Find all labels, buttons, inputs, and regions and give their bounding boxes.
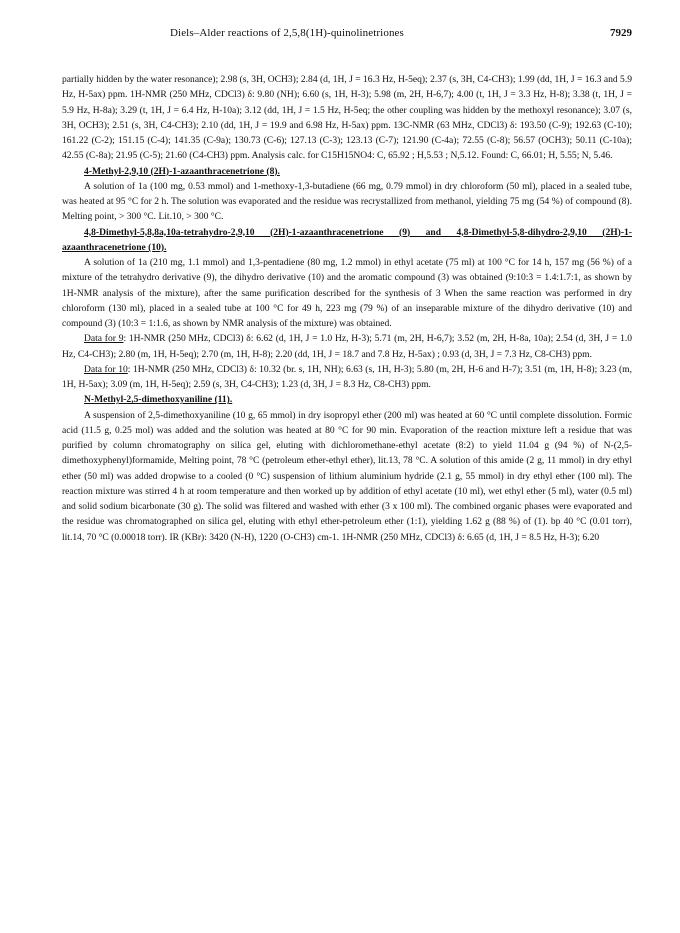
page-number: 7929 (610, 27, 632, 39)
data-text: : 1H-NMR (250 MHz, CDCl3) δ: 10.32 (br. s, 1H, NH); 6.63 (s, 1H, H-3); 5.80 (m, 2H, H-6 and H-7); 3.51 (m, 1H, H-8); 3.23 (m, 1H, H-5ax); 3.09 (m, 1H, H-5eq); 2.59 (s, 3H, C4-CH3); 1.23 (d, 3H, J = 8.3 Hz, C8-CH3) ppm. (62, 363, 632, 390)
section-heading (62, 392, 632, 407)
section-heading (62, 164, 632, 179)
body-paragraph: A solution of 1a (100 mg, 0.53 mmol) and 1-methoxy-1,3-butadiene (66 mg, 0.79 mmol) in dry chloroform (50 ml), placed in a sealed tube, was heated at 95 °C for 2 h. The solution was evaporated and the residue was recrystallized from methanol, yielding 75 mg (54 %) of compound (8). Melting point, > 300 °C. Lit.10, > 300 °C. (62, 180, 632, 223)
running-title: Diels–Alder reactions of 2,5,8(1H)-quinolinetriones (170, 27, 404, 39)
data-text: : 1H-NMR (250 MHz, CDCl3) δ: 6.62 (d, 1H, J = 1.0 Hz, H-3); 5.71 (m, 2H, H-6,7); 3.52 (m, 2H, H-8a, 10a); 2.54 (d, 3H, J = 1.0 Hz, C4-CH3); 2.80 (m, 1H, H-5eq); 2.70 (m, 1H, H-8); 2.20 (dd, 1H, J = 18.7 and 7.8 Hz, H-5ax) ; 0.93 (d, 3H, J = 7.3 Hz, C8-CH3) ppm. (62, 333, 632, 360)
body-paragraph: A suspension of 2,5-dimethoxyaniline (10 g, 65 mmol) in dry isopropyl ether (200 ml) was heated at 60 °C until complete dissolution. Formic acid (11.5 g, 0.25 mol) was added and the solution was heated at 80 °C for 90 min. Evaporation of the reaction mixture left a residue that was purified by column chromatography on silica gel, eluting with dichloromethane-ethyl acetate (8:2) to yield 11.04 g (94 %) of N-(2,5-dimethoxyphenyl)formamide, Melting point, 78 °C (petroleum ether-ethyl ether), lit.13, 78 °C. A solution of this amide (2 g, 11 mmol) in dry ethyl ether (50 ml) was added dropwise to a cooled (0 °C) suspension of lithium aluminium hydride (2.1 g, 55 mmol) in dry ethyl ether (100 ml). The reaction mixture was stirred 4 h at room temperature and then worked up by addition of ethyl acetate (10 ml), wet ethyl ether (5 ml), water (0.5 ml) and solid sodium bicarbonate (30 g). The solid was filtered and washed with ether (3 x 100 ml). The combined organic phases were evaporated and the residue was chromatographed on silica gel, eluting with ethyl ether-petroleum ether (1:1), yielding 1.62 g (88 %) of (1). bp 40 °C (0.01 torr), lit.14, 70 °C (0.00018 torr). IR (KBr): 3420 (N-H), 1220 (O-CH3) cm-1. 1H-NMR (250 MHz, CDCl3) δ: 6.65 (d, 1H, J = 8.5 Hz, H-3); 6.20 (62, 409, 632, 543)
running-head (60, 27, 632, 43)
data-label: Data for 9 (84, 333, 124, 345)
section-heading-text: N-Methyl-2,5-dimethoxyaniline (11). (84, 394, 233, 406)
article-body (62, 72, 632, 545)
spectral-data-paragraph (62, 362, 632, 393)
data-label: Data for 10 (84, 363, 128, 375)
section-heading-text: 4,8-Dimethyl-5,8,8a,10a-tetrahydro-2,9,10 (2H)-1-azaanthracenetrione (9) and 4,8-Dimethyl-5,8-dihydro-2,9,10 (2H)-1-azaanthracenetrione (10). (62, 226, 632, 253)
body-paragraph: partially hidden by the water resonance); 2.98 (s, 3H, OCH3); 2.84 (d, 1H, J = 16.3 Hz, H-5eq); 2.37 (s, 3H, C4-CH3); 1.99 (dd, 1H, J = 16.3 and 5.9 Hz, H-5ax) ppm. 1H-NMR (250 MHz, CDCl3) δ: 9.80 (NH); 6.60 (s, 1H, H-3); 5.98 (m, 2H, H-6,7); 4.00 (t, 1H, J = 3.3 Hz, H-8); 3.38 (t, 1H, J = 5.9 Hz, H-8a); 3.29 (t, 1H, J = 6.4 Hz, H-10a); 3.12 (dd, 1H, J = 1.5 Hz, H-5eq; the other coupling was hidden by the methoxyl resonance); 3.07 (s, 3H, OCH3); 2.51 (s, 3H, C4-CH3); 2.10 (dd, 1H, J = 19.9 and 6.98 Hz, H-5ax) ppm. 13C-NMR (63 MHz, CDCl3) δ: 193.50 (C-9); 192.63 (C-10); 161.22 (C-2); 151.15 (C-4); 141.35 (C-9a); 130.73 (C-6); 127.13 (C-3); 123.13 (C-7); 121.90 (C-4a); 72.55 (C-8); 56.57 (OCH3); 50.11 (C-10a); 42.55 (C-8a); 21.95 (C-5); 21.60 (C4-CH3) ppm. Analysis calc. for C15H15NO4: C, 65.92 ; H,5.53 ; N,5.12. Found: C, 66.01; H, 5.55; N, 5.46. (62, 74, 632, 162)
spectral-data-paragraph (62, 331, 632, 362)
section-heading-text: 4-Methyl-2,9,10 (2H)-1-azaanthracenetrione (8). (84, 165, 280, 177)
section-heading (62, 225, 632, 256)
body-paragraph: A solution of 1a (210 mg, 1.1 mmol) and 1,3-pentadiene (80 mg, 1.2 mmol) in ethyl acetate (75 ml) at 100 °C for 14 h, 157 mg (56 %) of a mixture of the tetrahydro derivative (9), the dihydro derivative (10) and the aromatic compound (3) was obtained (9:10:3 = 1.4:1.7:1, as shown by 1H-NMR analysis of the mixture), after the same purification described for the synthesis of 3 When the same reaction was performed in dry chloroform (130 ml), placed in a sealed tube at 100 °C for 49 h, 223 mg (79 %) of an inseparable mixture of the dihydro derivative (10) and compound (3) (10:3 = 1:1.6, as shown by NMR analysis of the mixture) was obtained. (62, 257, 632, 329)
